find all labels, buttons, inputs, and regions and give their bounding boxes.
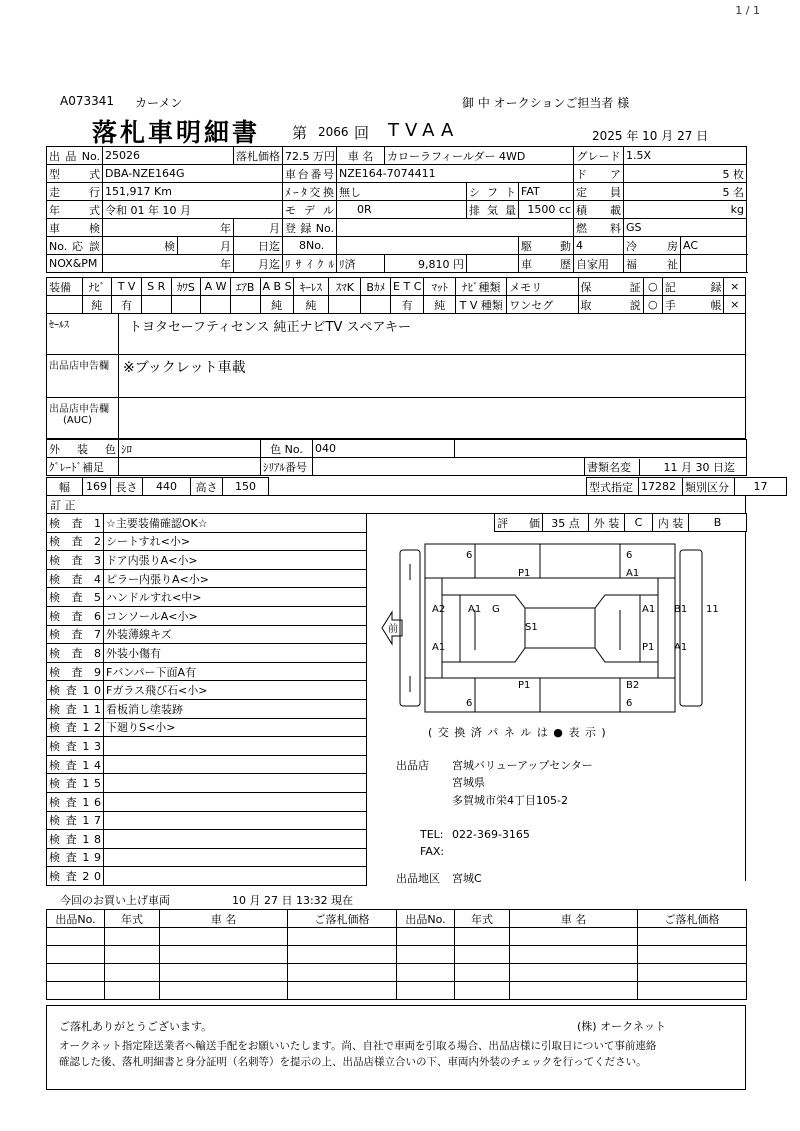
- doors: 5 枚: [624, 165, 747, 183]
- store-pref: 宮城県: [452, 776, 485, 789]
- event-number: 2066: [318, 125, 349, 139]
- store-label: 出品店: [396, 759, 429, 772]
- purchase-header: 年式: [105, 910, 160, 928]
- model-type-label: 型 式: [47, 165, 103, 183]
- warranty-label: 保 証: [578, 278, 643, 296]
- eq-val-navi: 純: [82, 296, 112, 314]
- inspection-text: [104, 811, 367, 830]
- height-label: 高さ: [191, 478, 223, 496]
- inspection-label: 検 査 1 4: [47, 755, 104, 774]
- navi-type-label: ﾅﾋﾞ種類: [456, 278, 507, 296]
- inspection-label: 検 査 1 2: [47, 718, 104, 737]
- manual-label: 取 説: [578, 296, 643, 314]
- tel: 022-369-3165: [452, 828, 530, 841]
- area-label: 出品地区: [396, 872, 440, 885]
- class-label: 類別区分: [683, 478, 735, 496]
- purchase-header: 出品No.: [397, 910, 455, 928]
- damage-mark: S1: [525, 622, 538, 633]
- color-label: 外 装 色: [47, 440, 119, 458]
- welfare: [681, 255, 747, 273]
- purchase-cell: [105, 928, 160, 946]
- purchase-cell: [288, 982, 397, 1000]
- car-outline: [400, 544, 702, 712]
- inspection-label: 検 査 1 8: [47, 830, 104, 849]
- grade-label: グレード: [574, 147, 624, 165]
- ac: AC: [681, 237, 747, 255]
- eq-val-smartkey: [329, 296, 361, 314]
- inspection-label: 検 査 1: [47, 514, 104, 533]
- welfare-label: 福 祉: [624, 255, 681, 273]
- ondemand-ken: 検: [103, 237, 178, 255]
- inspection-row: [47, 588, 367, 607]
- document-date: 2025 年 10 月 27 日: [592, 129, 709, 143]
- damage-mark: A1: [468, 604, 482, 615]
- purchase-cell: [638, 982, 747, 1000]
- purchase-header: ご落札価格: [638, 910, 747, 928]
- addressee: 御 中 オークションご担当者 様: [462, 96, 630, 110]
- inspection-row: [47, 644, 367, 663]
- inspection-label: 検 査 9: [47, 662, 104, 681]
- int-grade: B: [689, 514, 747, 532]
- notebook-mark: ×: [724, 296, 746, 314]
- inspection-text: [104, 792, 367, 811]
- damage-mark: G: [492, 604, 500, 615]
- correction-row: [46, 495, 746, 514]
- purchase-cell: [288, 928, 397, 946]
- inspection-text: シートすれ<小>: [104, 532, 367, 551]
- purchase-header: 出品No.: [47, 910, 105, 928]
- eq-val-keyless: 純: [293, 296, 329, 314]
- inspection-label: 検 査 1 9: [47, 848, 104, 867]
- equipment-label: 装備: [47, 278, 83, 296]
- purchase-cell: [638, 946, 747, 964]
- fax-label: FAX:: [420, 845, 445, 858]
- damage-mark: A2: [432, 604, 446, 615]
- purchases-title: 今回のお買い上げ車両: [60, 894, 170, 907]
- purchase-cell: [160, 964, 288, 982]
- equipment-table: [46, 277, 746, 314]
- purchase-cell: [160, 946, 288, 964]
- eight-no: 8No.: [283, 237, 337, 255]
- inspection-text: ピラー内張りA<小>: [104, 569, 367, 588]
- score-label: 評 価: [495, 514, 543, 532]
- front-label: 前: [388, 624, 398, 635]
- inspection-text: [104, 774, 367, 793]
- damage-mark: 6: [626, 550, 633, 561]
- inspection-label: 検 査 3: [47, 551, 104, 570]
- manual-mark: ○: [643, 296, 662, 314]
- purchase-cell: [455, 928, 510, 946]
- doc-cell: [585, 458, 747, 476]
- declare-box: [46, 354, 746, 398]
- nox-month: 月迄: [234, 255, 283, 273]
- inspection-text: 下廻りS<小>: [104, 718, 367, 737]
- fuel-label: 燃 料: [574, 219, 624, 237]
- purchase-header: 車 名: [160, 910, 288, 928]
- damage-mark: 11: [706, 604, 719, 615]
- purchase-cell: [288, 964, 397, 982]
- inspection-row: [47, 569, 367, 588]
- purchase-cell: [455, 946, 510, 964]
- inspection-text: Fガラス飛び石<小>: [104, 681, 367, 700]
- recycle-label: ﾘｻｲｸﾙ: [283, 255, 337, 273]
- displacement: 1500 cc: [519, 201, 574, 219]
- inspection-label: 検 査 2: [47, 532, 104, 551]
- inspection-label: 検 査 1 7: [47, 811, 104, 830]
- price: 72.5 万円: [283, 147, 337, 165]
- inspection-label: 検 査 5: [47, 588, 104, 607]
- displacement-label: 排 気 量: [467, 201, 519, 219]
- inspection-text: ハンドルすれ<中>: [104, 588, 367, 607]
- meter-exchange: 無し: [337, 183, 467, 201]
- inspection-text: コンソールA<小>: [104, 606, 367, 625]
- inspection-row: [47, 514, 367, 533]
- inspection-text: 外装薄線キズ: [104, 625, 367, 644]
- ondemand-label: No. 応 談: [47, 237, 103, 255]
- width-label: 幅: [47, 478, 83, 496]
- inspection-text: 外装小傷有: [104, 644, 367, 663]
- purchase-row: [47, 982, 747, 1000]
- purchase-cell: [105, 946, 160, 964]
- nox-year: 年: [103, 255, 234, 273]
- inspection-text: [104, 737, 367, 756]
- damage-mark: B2: [626, 680, 640, 691]
- sales-text: トヨタセーフティセンス 純正ナビTV スペアキー: [129, 320, 411, 335]
- purchase-cell: [160, 928, 288, 946]
- tel-label: TEL:: [420, 828, 444, 841]
- inspection-label: 検 査 7: [47, 625, 104, 644]
- chassis-label: 車台番号: [283, 165, 337, 183]
- price-label: 落札価格: [234, 147, 283, 165]
- registration-label: 登 録 No.: [283, 219, 337, 237]
- equipment-blank: [47, 296, 83, 314]
- grade-extra-label: ｸﾞﾚｰﾄﾞ補足: [47, 458, 119, 476]
- doc-date: 11 月 30 日迄: [663, 460, 735, 474]
- eq-head-etc: E T C: [391, 278, 424, 296]
- color-no-label: 色 No.: [261, 440, 313, 458]
- color-no: 040: [313, 440, 455, 458]
- model-label: モ デ ル: [283, 201, 337, 219]
- inspection-row: [47, 625, 367, 644]
- lot-no-label: 出 品 No.: [47, 147, 103, 165]
- store-address: 多賀城市栄4丁目105-2: [452, 794, 568, 807]
- purchase-cell: [105, 982, 160, 1000]
- inspection-row: [47, 662, 367, 681]
- damage-mark: P1: [518, 568, 531, 579]
- declare-label: 出品店申告欄: [47, 355, 119, 397]
- damage-mark: A1: [626, 568, 640, 579]
- purchase-cell: [638, 964, 747, 982]
- purchase-cell: [47, 964, 105, 982]
- page-number: 1 / 1: [735, 4, 760, 17]
- inspection-label: 検 査 8: [47, 644, 104, 663]
- drive: 4: [574, 237, 624, 255]
- dai-label: 第: [292, 124, 308, 142]
- front-arrow: [382, 612, 402, 644]
- purchase-cell: [288, 946, 397, 964]
- declare-auc-title: 出品店申告欄: [49, 404, 109, 415]
- inspection-label: 検 査 1 0: [47, 681, 104, 700]
- class-no: 17: [735, 478, 787, 496]
- capacity: 5 名: [624, 183, 747, 201]
- meter-label: ﾒｰﾀ交換: [283, 183, 337, 201]
- eq-head-airbag: ｴｱB: [230, 278, 260, 296]
- eq-head-tv: T V: [112, 278, 142, 296]
- purchase-cell: [160, 982, 288, 1000]
- navi-type: メモリ: [507, 278, 578, 296]
- ext-grade: C: [625, 514, 653, 532]
- damage-mark: A1: [642, 604, 656, 615]
- eq-head-sr: S R: [141, 278, 171, 296]
- eq-val-sr: [141, 296, 171, 314]
- eq-head-navi: ﾅﾋﾞ: [82, 278, 112, 296]
- eq-head-aw: A W: [201, 278, 231, 296]
- eq-val-aw: [201, 296, 231, 314]
- tv-type-label: T V 種類: [456, 296, 507, 314]
- drive-label: 駆 動: [519, 237, 574, 255]
- inspection-row: [47, 811, 367, 830]
- mileage-label: 走 行: [47, 183, 103, 201]
- height-value: 150: [223, 478, 269, 496]
- eight-no-value: [337, 237, 519, 255]
- int-label: 内 装: [653, 514, 689, 532]
- damage-mark: 6: [626, 698, 633, 709]
- declare-auc-label: [47, 398, 119, 438]
- inspection-label: 検 査 1 3: [47, 737, 104, 756]
- purchase-cell: [105, 964, 160, 982]
- inspection-text: [104, 830, 367, 849]
- purchases-table: [46, 909, 747, 1000]
- car-name: カローラフィールダー 4WD: [385, 147, 574, 165]
- ac-label: 冷 房: [624, 237, 681, 255]
- eq-val-leather: [171, 296, 201, 314]
- footer-box: [46, 1005, 746, 1090]
- grade-extra: [119, 458, 261, 476]
- inspection-row: [47, 755, 367, 774]
- mileage: 151,917 Km: [103, 183, 283, 201]
- eq-val-mat: 純: [424, 296, 456, 314]
- eq-head-keyless: ｷｰﾚｽ: [293, 278, 329, 296]
- purchase-cell: [510, 928, 638, 946]
- declare-auc-box: [46, 397, 746, 439]
- notebook-label: 手 帳: [662, 296, 724, 314]
- doc-label: 書類名変: [585, 459, 640, 475]
- dims-blank: [269, 478, 587, 496]
- vehicle-nickname: カーメン: [135, 96, 183, 110]
- purchase-row: [47, 964, 747, 982]
- type-spec: 17282: [639, 478, 683, 496]
- inspection-row: [47, 606, 367, 625]
- eq-val-etc: 有: [391, 296, 424, 314]
- damage-mark: 6: [466, 550, 473, 561]
- history-label: 車 歴: [519, 255, 574, 273]
- purchase-cell: [397, 946, 455, 964]
- purchases-time: 10 月 27 日 13:32 現在: [232, 894, 354, 907]
- declare-auc-sub: (AUC): [63, 415, 92, 426]
- score: 35 点: [543, 514, 589, 532]
- inspection-label: 検 査 6: [47, 606, 104, 625]
- inspection-text: Fバンパー下面A有: [104, 662, 367, 681]
- vehicle-info-table: [46, 146, 747, 273]
- registration-number: [337, 219, 574, 237]
- shift: FAT: [519, 183, 574, 201]
- ondemand-day: 日迄: [234, 237, 283, 255]
- evaluation-table: [494, 513, 747, 532]
- color: ｼﾛ: [119, 440, 261, 458]
- sales-box: [46, 313, 746, 355]
- inspection-row: [47, 830, 367, 849]
- inspection-label: 検 査 1 1: [47, 699, 104, 718]
- purchase-cell: [47, 982, 105, 1000]
- recycle-status: ﾘ済: [337, 255, 385, 273]
- eq-val-tv: 有: [112, 296, 142, 314]
- recycle-fee: 9,810 円: [385, 255, 467, 273]
- length-label: 長さ: [111, 478, 143, 496]
- purchase-cell: [397, 928, 455, 946]
- purchase-cell: [397, 982, 455, 1000]
- inspection-label: 検 査 4: [47, 569, 104, 588]
- damage-mark: P1: [642, 642, 655, 653]
- serial-label: ｼﾘｱﾙ番号: [261, 458, 313, 476]
- eq-head-leather: ｶﾜS: [171, 278, 201, 296]
- purchase-header: 年式: [455, 910, 510, 928]
- load-label: 積 載: [574, 201, 624, 219]
- ondemand-month: 月: [178, 237, 234, 255]
- kai-label: 回: [354, 124, 370, 142]
- year-label: 年 式: [47, 201, 103, 219]
- inspection-row: [47, 532, 367, 551]
- inspection-row: [47, 551, 367, 570]
- inspection-year: 年: [103, 219, 234, 237]
- company: (株) オークネット: [577, 1020, 666, 1033]
- color-blank: [455, 440, 747, 458]
- length-value: 440: [143, 478, 191, 496]
- purchase-cell: [510, 982, 638, 1000]
- damage-mark: P1: [518, 680, 531, 691]
- purchase-cell: [47, 946, 105, 964]
- load: kg: [624, 201, 747, 219]
- car-name-label: 車 名: [337, 147, 385, 165]
- inspection-row: [47, 792, 367, 811]
- inspection-month: 月: [234, 219, 283, 237]
- store-name: 宮城バリューアップセンター: [452, 759, 593, 772]
- eq-head-mat: ﾏｯﾄ: [424, 278, 456, 296]
- width-value: 169: [83, 478, 111, 496]
- shift-label: シ フ ト: [467, 183, 519, 201]
- color-table: [46, 439, 747, 476]
- note-line-1: オークネット指定陸送業者へ輸送手配をお願いいたします。尚、自社で車両を引取る場合、出品店様に引取日について事前連絡: [59, 1040, 657, 1052]
- purchase-cell: [47, 928, 105, 946]
- inspection-row: [47, 848, 367, 867]
- capacity-label: 定 員: [574, 183, 624, 201]
- serial-number: [313, 458, 585, 476]
- type-spec-label: 型式指定: [587, 478, 639, 496]
- sales-label: ｾｰﾙｽ: [47, 314, 119, 354]
- document-title: 落札車明細書: [92, 118, 261, 147]
- purchase-cell: [638, 928, 747, 946]
- inspection-row: [47, 718, 367, 737]
- damage-mark: 6: [466, 698, 473, 709]
- declare-text: ※ブックレット車載: [123, 360, 246, 376]
- year: 令和 01 年 10 月: [103, 201, 283, 219]
- doors-label: ド ア: [574, 165, 624, 183]
- inspection-label: 検 査 1 6: [47, 792, 104, 811]
- tv-type: ワンセグ: [507, 296, 578, 314]
- venue: TVAA: [388, 120, 460, 141]
- damage-mark: A1: [674, 642, 688, 653]
- inspection-label: 車 検: [47, 219, 103, 237]
- inspection-row: [47, 867, 367, 886]
- inspection-label: 検 査 2 0: [47, 867, 104, 886]
- ext-label: 外 装: [589, 514, 625, 532]
- inspection-text: 看板消し塗装跡: [104, 699, 367, 718]
- inspection-text: [104, 867, 367, 886]
- damage-mark: B1: [674, 604, 688, 615]
- note-line-2: 確認した後、落札明細書と身分証明（名刺等）を提示の上、出品店様立合いの下、車両内外装のチェックを行ってください。: [59, 1056, 647, 1068]
- grade: 1.5X: [624, 147, 747, 165]
- inspection-label: 検 査 1 5: [47, 774, 104, 793]
- lot-no: 25026: [103, 147, 234, 165]
- recycle-blank: [467, 255, 519, 273]
- warranty-mark: ○: [643, 278, 662, 296]
- inspection-row: [47, 737, 367, 756]
- nox-label: NOX&PM: [47, 255, 103, 273]
- inspection-text: [104, 755, 367, 774]
- car-damage-diagram: [380, 540, 720, 716]
- inspection-text: [104, 848, 367, 867]
- purchase-header: ご落札価格: [288, 910, 397, 928]
- eq-val-airbag: [230, 296, 260, 314]
- eq-head-backcam: Bｶﾒ: [361, 278, 391, 296]
- thanks: ご落札ありがとうございます。: [59, 1020, 213, 1033]
- purchase-row: [47, 946, 747, 964]
- purchase-cell: [397, 964, 455, 982]
- correction-label: 訂 正: [50, 499, 76, 512]
- chassis-number: NZE164-7074411: [337, 165, 574, 183]
- model-type: DBA-NZE164G: [103, 165, 283, 183]
- purchase-cell: [510, 964, 638, 982]
- purchase-cell: [510, 946, 638, 964]
- inspection-row: [47, 681, 367, 700]
- eq-val-backcam: [361, 296, 391, 314]
- area: 宮城C: [452, 872, 482, 885]
- damage-mark: A1: [432, 642, 446, 653]
- purchase-cell: [455, 982, 510, 1000]
- fuel: GS: [624, 219, 747, 237]
- inspection-text: ドア内張りA<小>: [104, 551, 367, 570]
- eq-head-smartkey: ｽﾏK: [329, 278, 361, 296]
- record-label: 記 録: [662, 278, 724, 296]
- history: 自家用: [574, 255, 624, 273]
- lot-code: A073341: [60, 94, 115, 108]
- record-mark: ×: [724, 278, 746, 296]
- inspection-row: [47, 699, 367, 718]
- purchase-row: [47, 928, 747, 946]
- inspection-table: [46, 513, 367, 886]
- purchase-header: 車 名: [510, 910, 638, 928]
- model: 0R: [337, 201, 467, 219]
- dims-table: [46, 477, 787, 496]
- inspection-row: [47, 774, 367, 793]
- eq-val-abs: 純: [260, 296, 293, 314]
- panel-note-text: ( 交 換 済 パ ネ ル は ● 表 示 ): [428, 726, 607, 739]
- purchase-cell: [455, 964, 510, 982]
- eq-head-abs: A B S: [260, 278, 293, 296]
- inspection-text: ☆主要装備確認OK☆: [104, 514, 367, 533]
